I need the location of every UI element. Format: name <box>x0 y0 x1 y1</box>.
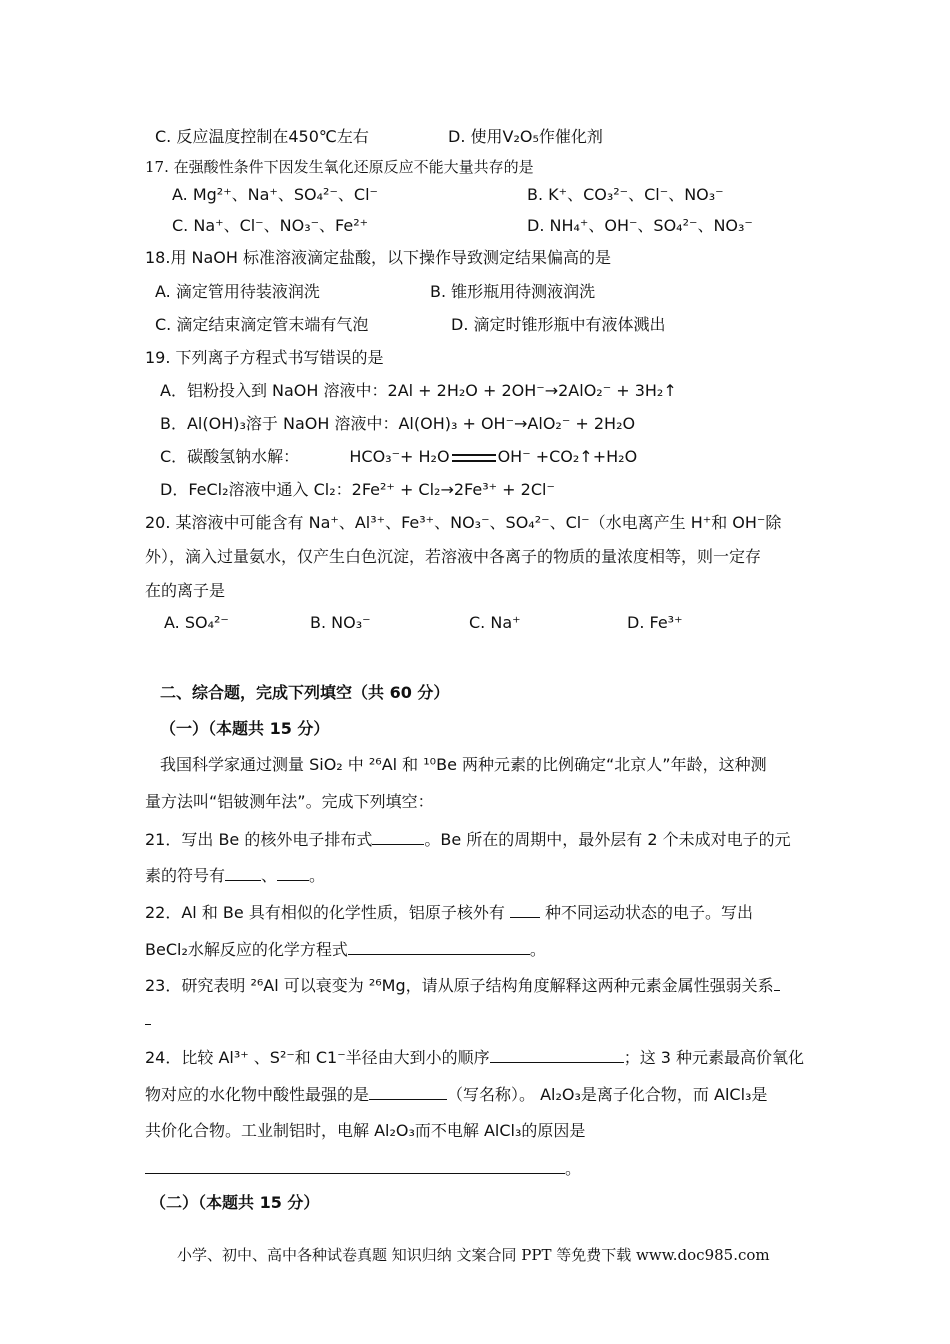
q24-blank-acid <box>369 1083 447 1100</box>
q19-option-d: D．FeCl₂溶液中通入 Cl₂：2Fe²⁺ + Cl₂→2Fe³⁺ + 2Cl⁻ <box>160 480 555 499</box>
q16-option-d: D. 使用V₂O₅作催化剂 <box>448 127 603 146</box>
q21-line1 <box>145 828 791 851</box>
q21-text-c: 素的符号有 <box>145 866 226 885</box>
q19-option-b: B．Al(OH)₃溶于 NaOH 溶液中：Al(OH)₃ + OH⁻→AlO₂⁻ + 2H₂O <box>160 414 636 433</box>
q23-blank-start <box>145 1008 151 1025</box>
q21-text-b: 。Be 所在的周期中，最外层有 2 个未成对电子的元 <box>424 830 791 849</box>
q17-stem: 17. 在强酸性条件下因发生氧化还原反应不能大量共存的是 <box>145 158 534 176</box>
q19-stem: 19. 下列离子方程式书写错误的是 <box>145 348 384 367</box>
q21-blank-2 <box>277 864 309 881</box>
q20-stem-line3: 在的离子是 <box>145 581 226 600</box>
section2-title: 二、综合题，完成下列填空（共 60 分） <box>160 683 450 702</box>
q23-line1 <box>145 974 780 997</box>
q24-text-a: 24．比较 Al³⁺ 、S²⁻和 C1⁻半径由大到小的顺序 <box>145 1048 490 1067</box>
equilibrium-arrow-icon <box>452 453 496 463</box>
q24-line4 <box>145 1157 581 1180</box>
part1-heading: （一）（本题共 15 分） <box>160 719 330 738</box>
q22-line1 <box>145 901 753 924</box>
q23-blank-tail <box>774 974 780 991</box>
part2-heading: （二）（本题共 15 分） <box>150 1193 320 1212</box>
q19-option-c-products: OH⁻ +CO₂↑+H₂O <box>497 447 638 466</box>
q20-option-b: B. NO₃⁻ <box>310 613 371 632</box>
q23-text: 23．研究表明 ²⁶Al 可以衰变为 ²⁶Mg，请从原子结构角度解释这两种元素金属性强弱关系 <box>145 976 774 995</box>
q21-blank-1 <box>225 864 261 881</box>
q22-text-b: 种不同运动状态的电子。写出 <box>545 903 754 922</box>
q17-option-b: B. K⁺、CO₃²⁻、Cl⁻、NO₃⁻ <box>527 185 724 204</box>
q22-blank-equation <box>348 938 530 955</box>
q20-option-d: D. Fe³⁺ <box>627 613 683 632</box>
q20-option-c: C. Na⁺ <box>469 613 521 632</box>
q20-option-a: A. SO₄²⁻ <box>164 613 229 632</box>
q18-option-c: C. 滴定结束滴定管末端有气泡 <box>155 315 369 334</box>
q21-text-a: 21．写出 Be 的核外电子排布式 <box>145 830 373 849</box>
q19-option-c-label: C．碳酸氢钠水解： <box>160 447 300 466</box>
q20-stem-line1: 20. 某溶液中可能含有 Na⁺、Al³⁺、Fe³⁺、NO₃⁻、SO₄²⁻、Cl⁻（水电离产生 H⁺和 OH⁻除 <box>145 513 782 532</box>
q19-option-c <box>160 446 637 468</box>
q17-option-c: C. Na⁺、Cl⁻、NO₃⁻、Fe²⁺ <box>172 216 369 235</box>
q18-stem: 18.用 NaOH 标准溶液滴定盐酸，以下操作导致测定结果偏高的是 <box>145 248 612 267</box>
q23-line2 <box>145 1008 151 1031</box>
q17-option-a: A. Mg²⁺、Na⁺、SO₄²⁻、Cl⁻ <box>172 185 378 204</box>
q24-line3: 共价化合物。工业制铝时，电解 Al₂O₃而不电解 AlCl₃的原因是 <box>145 1121 586 1140</box>
q16-option-c: C. 反应温度控制在450℃左右 <box>155 127 369 146</box>
q24-line1 <box>145 1046 804 1069</box>
q18-option-b: B. 锥形瓶用待测液润洗 <box>430 282 596 301</box>
q18-option-a: A. 滴定管用待装液润洗 <box>155 282 320 301</box>
q22-text-c: BeCl₂水解反应的化学方程式 <box>145 940 348 959</box>
intro-line1: 我国科学家通过测量 SiO₂ 中 ²⁶Al 和 ¹⁰Be 两种元素的比例确定“北京人”年龄，这种测 <box>160 755 767 774</box>
q22-blank-count <box>510 901 540 918</box>
q22-line2 <box>145 938 546 961</box>
q21-text-d: 、 <box>261 866 278 885</box>
q22-text-a: 22．Al 和 Be 具有相似的化学性质，铝原子核外有 <box>145 903 505 922</box>
intro-line2: 量方法叫“铝铍测年法”。完成下列填空： <box>145 792 434 811</box>
q21-blank-config <box>372 828 424 845</box>
q18-option-d: D. 滴定时锥形瓶中有液体溅出 <box>451 315 666 334</box>
q24-text-f: 。 <box>565 1159 582 1178</box>
q20-stem-line2: 外），滴入过量氨水，仅产生白色沉淀，若溶液中各离子的物质的量浓度相等，则一定存 <box>145 547 762 566</box>
q24-blank-reason <box>145 1157 565 1174</box>
q24-text-d: （写名称）。 Al₂O₃是离子化合物，而 AlCl₃是 <box>447 1085 768 1104</box>
q24-line2 <box>145 1083 767 1106</box>
q24-blank-order <box>490 1046 624 1063</box>
q19-option-c-reactants: HCO₃⁻+ H₂O <box>349 447 450 466</box>
page-footer: 小学、初中、高中各种试卷真题 知识归纳 文案合同 PPT 等免费下载 www.doc985.com <box>177 1246 770 1264</box>
q24-text-b: ；这 3 种元素最高价氧化 <box>623 1048 805 1067</box>
q21-text-e: 。 <box>309 866 326 885</box>
q17-option-d: D. NH₄⁺、OH⁻、SO₄²⁻、NO₃⁻ <box>527 216 753 235</box>
q21-line2 <box>145 864 325 887</box>
q24-text-c: 物对应的水化物中酸性最强的是 <box>145 1085 370 1104</box>
q22-text-d: 。 <box>529 940 546 959</box>
q19-option-a: A．铝粉投入到 NaOH 溶液中：2Al + 2H₂O + 2OH⁻→2AlO₂⁻ + 3H₂↑ <box>160 381 677 400</box>
